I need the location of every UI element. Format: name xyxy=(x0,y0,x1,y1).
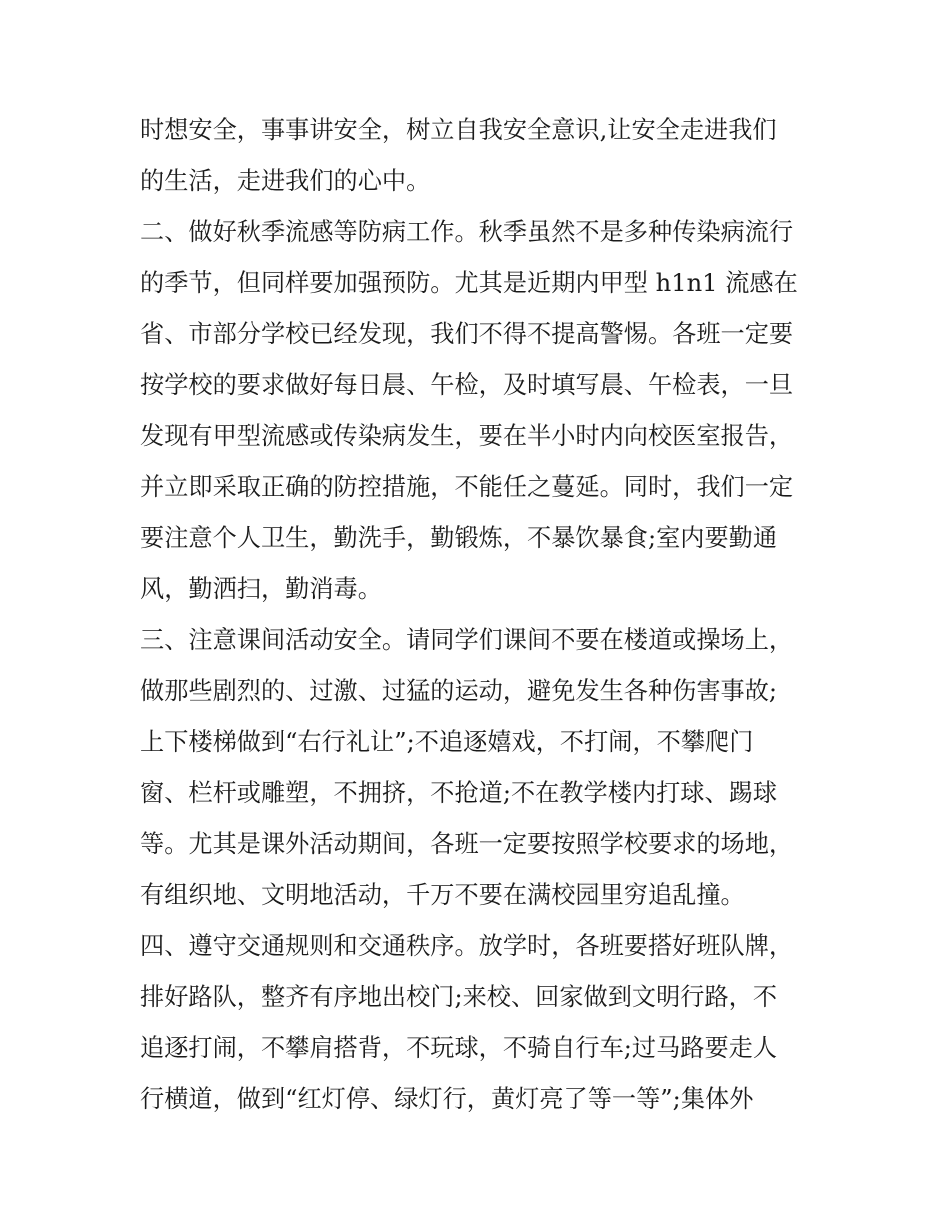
text-line: 的季节，但同样要加强预防。尤其是近期内甲型 h1n1 流感在 xyxy=(140,269,798,297)
text-line: 时想安全，事事讲安全，树立自我安全意识,让安全走进我们 xyxy=(140,116,777,144)
text-line: 等。尤其是课外活动期间，各班一定要按照学校要求的场地， xyxy=(140,830,794,858)
text-line: 按学校的要求做好每日晨、午检，及时填写晨、午检表，一旦 xyxy=(140,371,794,399)
text-line: 的生活，走进我们的心中。 xyxy=(140,167,431,195)
text-line: 省、市部分学校已经发现，我们不得不提高警惕。各班一定要 xyxy=(140,320,794,348)
text-line: 排好路队，整齐有序地出校门;来校、回家做到文明行路，不 xyxy=(140,983,778,1011)
text-line: 上下楼梯做到“右行礼让”;不追逐嬉戏，不打闹，不攀爬门 xyxy=(140,728,754,756)
text-line: 有组织地、文明地活动，千万不要在满校园里穷追乱撞。 xyxy=(140,881,745,909)
text-line: 窗、栏杆或雕塑，不拥挤，不抢道;不在教学楼内打球、踢球 xyxy=(140,779,778,807)
text-line: 二、做好秋季流感等防病工作。秋季虽然不是多种传染病流行 xyxy=(140,218,794,246)
text-line: 三、注意课间活动安全。请同学们课间不要在楼道或操场上， xyxy=(140,626,794,654)
text-line: 并立即采取正确的防控措施，不能任之蔓延。同时，我们一定 xyxy=(140,473,794,501)
text-line: 发现有甲型流感或传染病发生，要在半小时内向校医室报告， xyxy=(140,422,794,450)
text-line: 追逐打闹，不攀肩搭背，不玩球，不骑自行车;过马路要走人 xyxy=(140,1034,778,1062)
text-line: 做那些剧烈的、过激、过猛的运动，避免发生各种伤害事故; xyxy=(140,677,778,705)
text-line: 要注意个人卫生，勤洗手，勤锻炼，不暴饮暴食;室内要勤通 xyxy=(140,524,778,552)
text-line: 风，勤洒扫，勤消毒。 xyxy=(140,575,382,603)
text-line: 四、遵守交通规则和交通秩序。放学时，各班要搭好班队牌， xyxy=(140,932,794,960)
text-line: 行横道，做到“红灯停、绿灯行，黄灯亮了等一等”;集体外 xyxy=(140,1085,754,1113)
